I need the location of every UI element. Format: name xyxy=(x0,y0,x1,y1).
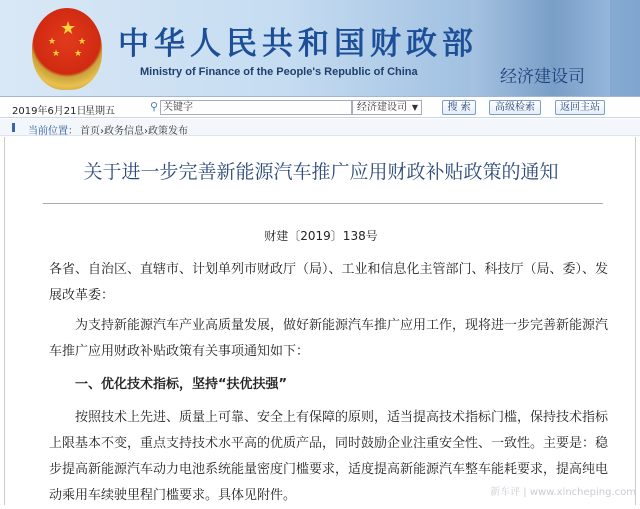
breadcrumb xyxy=(0,119,640,136)
search-button[interactable]: 搜 索 xyxy=(442,100,476,115)
breadcrumb-marker-icon xyxy=(12,123,15,132)
search-icon: ⚲ xyxy=(150,100,159,113)
divider xyxy=(43,203,603,204)
site-title-en: Ministry of Finance of the People's Republic of China xyxy=(140,66,418,78)
section-body: 按照技术上先进、质量上可靠、安全上有保障的原则，适当提高技术指标门槛，保持技术指标上限基本不变，重点支持技术水平高的优质产品，同时鼓励企业注重安全性、一致性。主要是：稳步提高新能源汽车动力电池系统能量密度门槛要求，适度提高新能源汽车整车能耗要求，提高纯电动乘用车续驶里程门槛要求。具体见附件。 xyxy=(49,410,609,503)
dropdown-arrow-icon: ▼ xyxy=(411,103,418,112)
toolbar xyxy=(0,96,640,118)
document-number: 财建〔2019〕138号 xyxy=(264,229,378,243)
intro-paragraph: 为支持新能源汽车产业高质量发展，做好新能源汽车推广应用工作，现将进一步完善新能源汽车推广应用财政补贴政策有关事项通知如下： xyxy=(49,318,609,359)
current-date: 2019年6月21日 xyxy=(12,106,87,117)
header-banner xyxy=(0,0,640,96)
search-input[interactable]: 关键字 xyxy=(160,100,352,115)
weekday: 星期五 xyxy=(85,106,115,117)
watermark: 新车评 | www.xincheping.com xyxy=(490,487,636,498)
return-home-button[interactable]: 返回主站 xyxy=(555,100,605,115)
national-emblem-logo: ★ ★ ★ ★ ★ xyxy=(32,8,102,90)
breadcrumb-path[interactable]: 首页›政务信息›政策发布 xyxy=(80,126,188,137)
article-title: 关于进一步完善新能源汽车推广应用财政补贴政策的通知 xyxy=(83,161,559,183)
department-name: 经济建设司 xyxy=(500,67,585,87)
site-title-cn: 中华人民共和国财政部 xyxy=(118,26,478,62)
recipients: 各省、自治区、直辖市、计划单列市财政厅（局）、工业和信息化主管部门、科技厅（局、委）、发展改革委： xyxy=(49,262,609,303)
section-heading: 一、优化技术指标，坚持“扶优扶强” xyxy=(75,377,288,392)
article xyxy=(4,137,636,505)
breadcrumb-label: 当前位置： xyxy=(28,126,78,137)
scope-select-value: 经济建设司 xyxy=(357,102,407,113)
advanced-search-button[interactable]: 高级检索 xyxy=(489,100,541,115)
scope-select[interactable] xyxy=(352,100,422,115)
